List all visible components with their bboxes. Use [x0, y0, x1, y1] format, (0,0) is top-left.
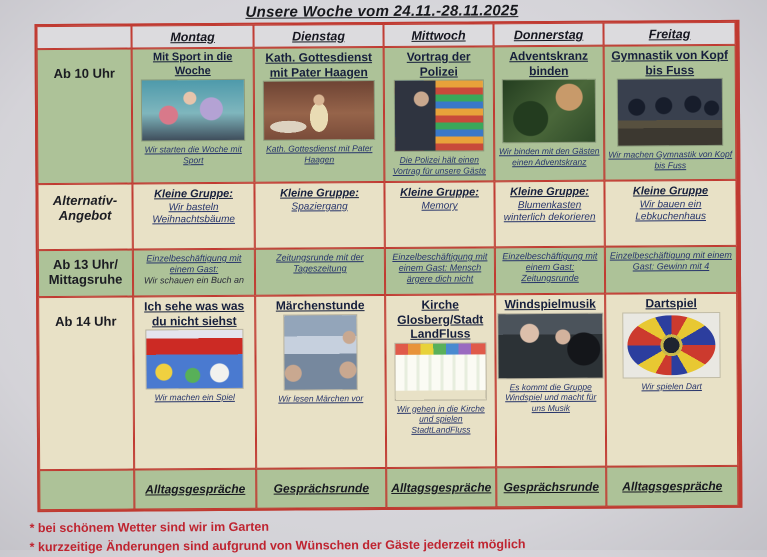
activity-caption: Kath. Gottesdienst mit Pater Haagen: [266, 143, 373, 164]
activity-title: Mit Sport in die Woche: [152, 50, 233, 77]
evening-text: Alltagsgespräche: [145, 481, 246, 497]
group-text: Wir bauen ein Lebkuchenhaus: [635, 199, 706, 223]
row-morning: [37, 45, 739, 184]
activity-cell: [496, 467, 606, 508]
footnotes: [29, 515, 767, 557]
midday-text: Einzelbeschäftigung mit einem Gast: Zeitungsrunde: [502, 250, 598, 284]
day-header-donnerstag: [493, 23, 603, 47]
activity-cell: [254, 182, 384, 249]
activity-cell: [256, 468, 386, 509]
day-label: Freitag: [648, 26, 691, 41]
footnote-garden: * bei schönem Wetter sind wir im Garten: [29, 519, 270, 536]
activity-caption: Wir machen ein Spiel: [154, 391, 235, 403]
midday-text: Einzelbeschäftigung mit einem Gast: Gewinn mit 4: [609, 249, 732, 272]
group-text: Wir basteln Weihnachtsbäume: [152, 202, 236, 226]
stadt-land-fluss-sheet: [395, 343, 485, 400]
windspiel-duo-photo: [498, 313, 602, 378]
seniors-chair-exercise-photo: [142, 80, 244, 141]
group-title: Kleine Gruppe:: [280, 187, 359, 200]
activity-cell: [606, 466, 738, 507]
church-service-photo: [264, 81, 374, 140]
activity-cell: [255, 295, 386, 469]
day-label: Mittwoch: [411, 27, 466, 43]
page-title: Unsere Woche vom 24.11.-28.11.2025: [245, 2, 519, 21]
row-label-evening: [39, 470, 134, 511]
group-text: Blumenkasten winterlich dekorieren: [503, 199, 596, 224]
evening-text: Alltagsgespräche: [391, 480, 492, 495]
group-title: Kleine Gruppe:: [154, 187, 233, 201]
day-label: Donnerstag: [513, 27, 584, 42]
fairy-tale-book-cover: [284, 315, 356, 389]
group-title: Kleine Gruppe:: [510, 185, 589, 199]
activity-cell: [132, 48, 255, 184]
activity-title: Adventskranz binden: [509, 48, 589, 78]
day-header-dienstag: [253, 24, 383, 48]
row-label-afternoon: Ab 14 Uhr: [38, 297, 134, 471]
activity-cell: [494, 46, 605, 182]
activity-cell: [385, 294, 496, 468]
day-header-montag: [131, 25, 253, 49]
activity-title: Kath. Gottesdienst mit Pater Haagen: [265, 50, 373, 80]
evening-text: Gesprächsrunde: [503, 479, 600, 495]
activity-title: Vortrag der Polizei: [406, 49, 471, 79]
day-label: Montag: [170, 29, 215, 44]
row-label-morning: Ab 10 Uhr: [37, 49, 133, 185]
activity-cell: [386, 467, 496, 508]
activity-cell: [605, 293, 738, 467]
activity-cell: [495, 247, 605, 295]
activity-cell: [385, 247, 495, 295]
footnote-changes: * kurzzeitige Änderungen sind aufgrund von Wünschen der Gäste jederzeit möglich: [29, 537, 526, 555]
activity-caption: Wir starten die Woche mit Sport: [144, 143, 242, 165]
group-text: Memory: [421, 200, 458, 212]
activity-caption: Wir lesen Märchen vor: [278, 392, 364, 404]
dartboard-photo: [623, 312, 719, 377]
activity-title: Märchenstunde: [275, 298, 365, 313]
activity-cell: [494, 181, 604, 248]
activity-cell: [134, 469, 256, 510]
group-gymnastics-photo: [618, 79, 722, 146]
day-header-freitag: [603, 22, 735, 46]
group-title: Kleine Gruppe:: [400, 186, 479, 199]
day-header-mittwoch: [383, 23, 493, 47]
row-evening: [39, 466, 740, 510]
activity-cell: [495, 294, 606, 468]
activity-caption: Wir binden mit den Gästen einen Adventskranz: [498, 145, 600, 167]
midday-text: Einzelbeschäftigung mit einem Gast:: [146, 252, 242, 275]
activity-cell: [605, 246, 737, 294]
day-label: Dienstag: [292, 28, 345, 44]
activity-cell: [604, 45, 737, 181]
activity-cell: [384, 181, 494, 248]
activity-title: Windspielmusik: [504, 296, 596, 312]
activity-caption: Es kommt die Gruppe Windspiel und macht für uns Musik: [505, 381, 597, 413]
activity-caption: Die Polizei hält einen Vortrag für unsere Gäste: [392, 154, 486, 176]
activity-cell: [254, 47, 385, 183]
police-talk-photo: [395, 80, 483, 151]
i-spy-game-box: [146, 330, 242, 389]
group-text: Spaziergang: [291, 201, 348, 213]
row-label-alternative: Alternativ-Angebot: [37, 184, 132, 251]
midday-text: Zeitungsrunde mit der Tageszeitung: [276, 252, 364, 274]
group-title: Kleine Gruppe: [632, 185, 709, 198]
activity-cell: [255, 248, 385, 296]
row-alternative: [37, 180, 738, 250]
activity-caption: Wir gehen in die Kirche und spielen StadtLandFluss: [396, 402, 485, 435]
advent-wreath-photo: [503, 80, 595, 143]
activity-title: Dartspiel: [645, 296, 697, 311]
row-midday: [38, 246, 739, 297]
activity-cell: [604, 180, 736, 247]
activity-caption: Wir machen Gymnastik von Kopf bis Fuss: [608, 148, 733, 170]
week-table: [34, 20, 742, 512]
midday-text-plain: Wir schauen ein Buch an: [143, 274, 245, 286]
activity-title: Gymnastik von Kopf bis Fuss: [611, 47, 729, 77]
evening-text: Alltagsgespräche: [622, 478, 723, 494]
activity-cell: [133, 249, 255, 297]
corner-cell: [36, 26, 131, 50]
activity-title: Kirche Glosberg/Stadt LandFluss: [397, 297, 484, 341]
activity-cell: [132, 183, 254, 250]
midday-text: Einzelbeschäftigung mit einem Gast: Mensch ärgere dich nicht: [392, 251, 488, 284]
row-afternoon: [38, 293, 740, 470]
activity-cell: [384, 46, 495, 182]
activity-title: Ich sehe was was du nicht siehst: [144, 298, 245, 328]
row-label-midday: Ab 13 Uhr/ Mittagsruhe: [38, 250, 133, 298]
dartboard-graphic: [627, 314, 715, 375]
evening-text: Gesprächsrunde: [273, 481, 370, 496]
activity-cell: [133, 296, 256, 470]
activity-caption: Wir spielen Dart: [641, 380, 702, 391]
